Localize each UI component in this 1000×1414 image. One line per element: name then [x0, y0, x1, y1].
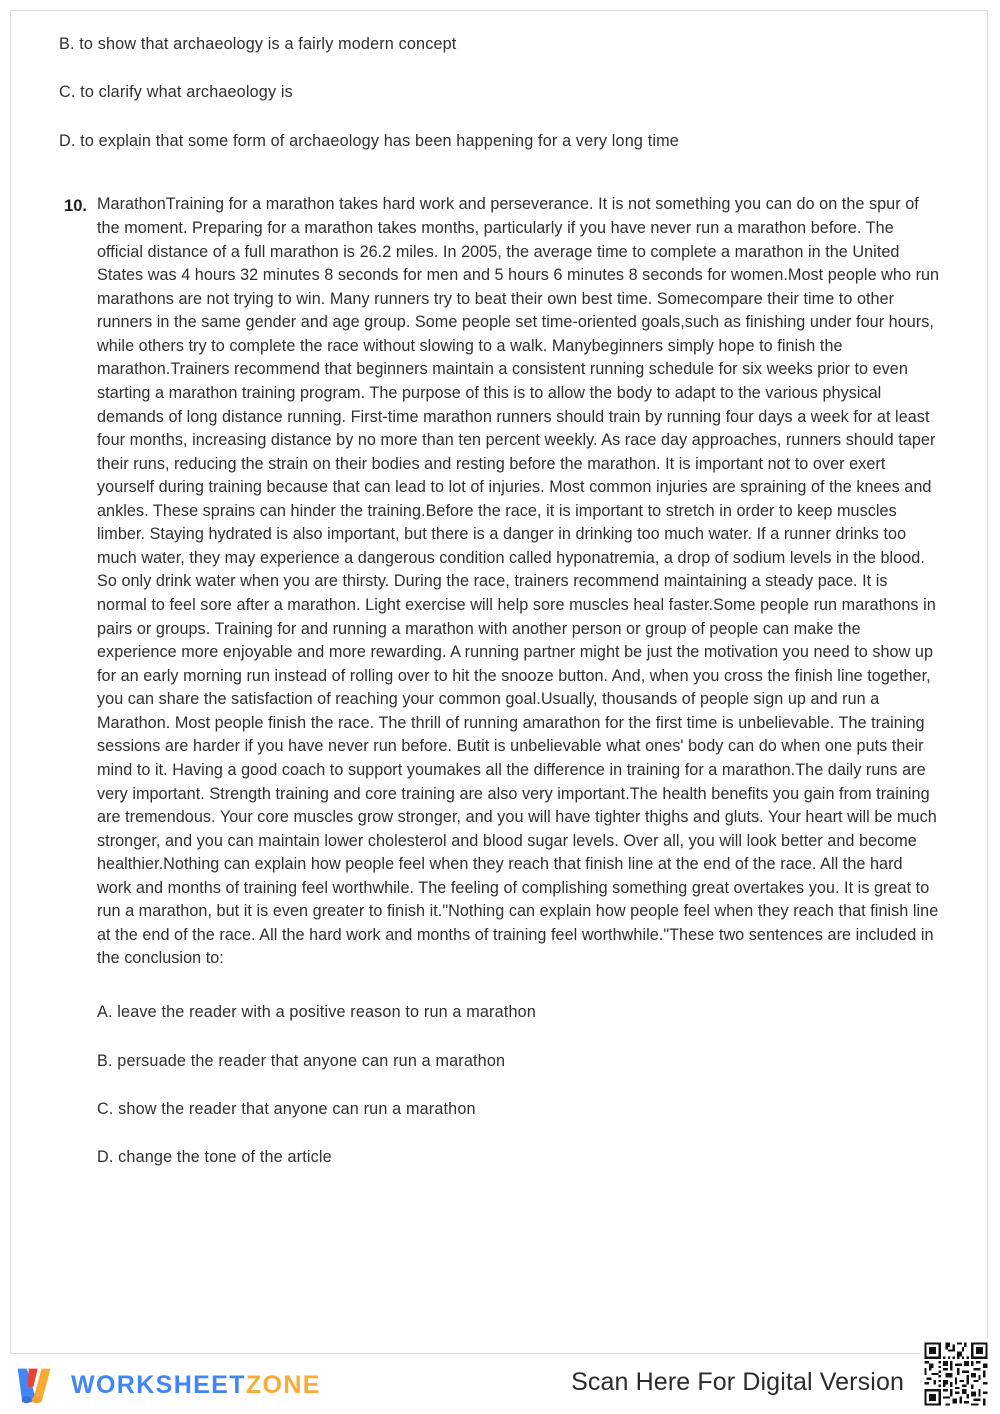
logo-w-icon: [14, 1364, 58, 1406]
answer-choice-b-previous: B. to show that archaeology is a fairly modern concept: [59, 35, 457, 53]
page-footer: [0, 1358, 1000, 1414]
qr-code[interactable]: [920, 1338, 992, 1410]
qr-code-icon: [922, 1340, 990, 1408]
question-number: 10.: [64, 197, 87, 216]
page-content: [59, 29, 941, 1170]
question-item-10: [59, 193, 941, 1170]
question-body: [97, 193, 941, 1170]
logo-word-zone: ZONE: [245, 1370, 321, 1399]
logo-wordmark: [71, 1370, 321, 1399]
worksheet-page-sheet: [10, 10, 988, 1354]
answer-choices-list: [97, 1001, 941, 1170]
question-passage-text: MarathonTraining for a marathon takes hard work and perseverance. It is not something you can do on the spur of the moment. Preparing for a marathon takes months, particularly if you have never run a marathon before. The official distance of a full marathon is 26.2 miles. In 2005, the average time to complete a marathon in the United States was 4 hours 32 minutes 8 seconds for men and 5 hours 6 minutes 8 seconds for women.Most people who run marathons are not trying to win. Many runners try to beat their own best time. Somecompare their time to other runners in the same gender and age group. Some people set time-oriented goals,such as finishing under four hours, while others try to complete the race without slowing to a walk. Manybeginners simply hope to finish the marathon.Trainers recommend that beginners maintain a consistent running schedule for six weeks prior to even starting a marathon training program. The purpose of this is to allow the body to adapt to the various physical demands of long distance running. First-time marathon runners should train by running four days a week for at least four months, increasing distance by no more than ten percent weekly. As race day approaches, runners should taper their runs, reducing the strain on their bodies and resting before the marathon. It is important not to over exert yourself during training because that can lead to lot of injuries. Most common injuries are spraining of the knees and ankles. These sprains can hinder the training.Before the race, it is important to stretch in order to keep muscles limber. Staying hydrated is also important, but there is a danger in drinking too much water. If a runner drinks too much water, they may experience a dangerous condition called hyponatremia, a drop of sodium levels in the blood. So only drink water when you are thirsty. During the race, trainers recommend maintaining a steady pace. It is normal to feel sore after a marathon. Light exercise will help sore muscles heal faster.Some people run marathons in pairs or groups. Training for and running a marathon with another person or group of people can make the experience more enjoyable and more rewarding. A running partner might be just the motivation you need to show up for an early morning run instead of rolling over to hit the snooze button. And, when you cross the finish line together, you can share the satisfaction of reaching your common goal.Usually, thousands of people sign up and run a Marathon. Most people finish the race. The thrill of running amarathon for the first time is unbelievable. The training sessions are harder if you have never run before. Butit is unbelievable what ones' body can do when one puts their mind to it. Having a good coach to support youmakes all the difference in training for a marathon.The daily runs are very important. Strength training and core training are also very important.The health benefits you gain from training are tremendous. Your core muscles grow stronger, and you will have tighter thighs and gluts. Your heart will be much stronger, and you can maintain lower cholesterol and blood sugar levels. Over all, you will look better and become healthier.Nothing can explain how people feel when they reach that finish line at the end of the race. All the hard work and months of training feel worthwhile. The feeling of complishing something great overtakes you. It is great to run a marathon, but it is even greater to finish it."Nothing can explain how people feel when they reach that finish line at the end of the race. All the hard work and months of training feel worthwhile."These two sentences are included in the conclusion to:: [97, 195, 940, 968]
worksheet-zone-logo[interactable]: [14, 1364, 321, 1406]
answer-choice-d[interactable]: D. change the tone of the article: [97, 1148, 332, 1167]
answer-choice-d-previous: D. to explain that some form of archaeology has been happening for a very long time: [59, 131, 679, 150]
scan-here-label: Scan Here For Digital Version: [571, 1368, 904, 1396]
logo-word-worksheet: WORKSHEET: [71, 1370, 246, 1399]
answer-choice-c-previous: C. to clarify what archaeology is: [59, 83, 293, 102]
answer-choice-a[interactable]: A. leave the reader with a positive reason to run a marathon: [97, 1003, 536, 1022]
answer-choice-b[interactable]: B. persuade the reader that anyone can run a marathon: [97, 1051, 506, 1070]
answer-choice-c[interactable]: C. show the reader that anyone can run a marathon: [97, 1099, 476, 1118]
